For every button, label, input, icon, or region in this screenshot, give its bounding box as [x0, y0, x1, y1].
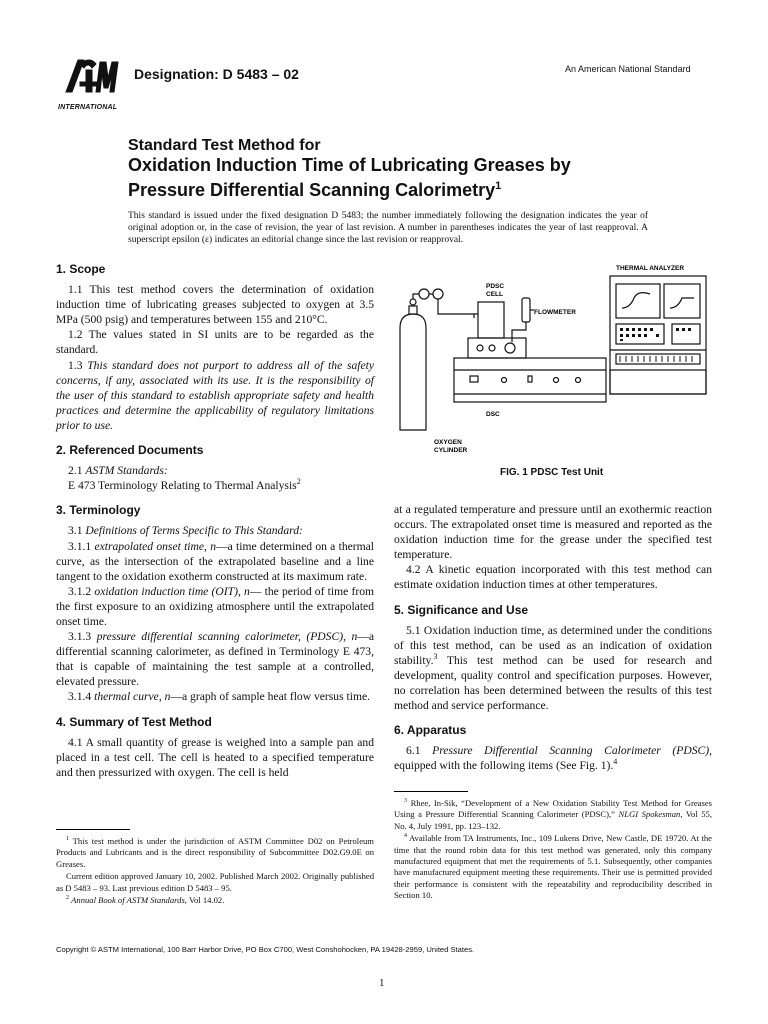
title-line-3 — [128, 176, 648, 201]
designation: Designation: D 5483 – 02 — [134, 66, 299, 82]
left-column — [56, 262, 374, 780]
summary-4-1-continued: at a regulated temperature and pressure until an exothermic reaction occurs. The extrapolated onset time is measured and reported as the oxidation induction time for the grease under the specified test temperature. — [394, 503, 712, 562]
para-number: 1.3 — [68, 358, 88, 372]
footnote-ref-4[interactable]: 4 — [613, 757, 618, 767]
terminology-3-1-4 — [56, 689, 374, 704]
section-scope-heading: 1. Scope — [56, 262, 106, 276]
footnote-4 — [394, 833, 712, 901]
pdsc-cell-icon — [474, 302, 504, 338]
title-line-2: Oxidation Induction Time of Lubricating Greases by — [128, 155, 571, 175]
definitions-label: Definitions of Terms Specific to This Standard: — [85, 524, 303, 538]
footnote-text: Available from TA Instruments, Inc., 109 Lukens Drive, New Castle, DE 19720. At the time that the round robin data for this test method was generated, only this company manufactured equipment that met the requirements of 5.1. Subsequently, other companies have manufactured equipment meeting these requirements. Their use is permitted provided their performance is consistent with the repeatability and reproducibility described in Section 10. — [394, 833, 712, 901]
noun-marker: n — [210, 539, 217, 553]
footnote-2 — [56, 895, 374, 906]
footnote-marker: 3 — [404, 798, 407, 805]
copyright-notice: Copyright © ASTM International, 100 Barr Harbor Drive, PO Box C700, West Conshohocken, PA 19428-2959, United States. — [56, 945, 475, 954]
refdocs-2-1 — [56, 463, 374, 478]
para-number: 3.1.2 — [68, 584, 95, 598]
title-block — [128, 136, 648, 201]
footnotes-right — [394, 798, 712, 903]
section-terminology-heading: 3. Terminology — [56, 503, 141, 518]
scope-1-1: 1.1 This test method covers the determination of oxidation induction time of lubricating greases subjected to oxygen at 3.5 MPa (500 psig) and temperatures between 155 and 210°C. — [56, 283, 374, 327]
definition: —a differential scanning calorimeter, as defined in Terminology E 473, that is capable of maintaining the test sample at a controlled, elevated pressure. — [56, 630, 375, 689]
page-number: 1 — [379, 977, 385, 989]
keypad-dots-icon — [620, 328, 691, 341]
title-line-3-text: Pressure Differential Scanning Calorimetry — [128, 180, 496, 200]
summary-4-1: 4.1 A small quantity of grease is weighed into a sample pan and placed in a test cell. The cell is heated to a specified temperature and then pressurized with oxygen. The cell is held — [56, 735, 374, 779]
pdsc-controller-icon — [468, 338, 526, 358]
terminology-3-1-1 — [56, 539, 374, 584]
pdsc-test-unit-figure — [394, 258, 716, 468]
reference-e473: E 473 Terminology Relating to Thermal Analysis — [68, 479, 297, 493]
footnote-text: Rhee, In-Sik, “Development of a New Oxidation Stability Test Method for Greases Using a Pressure Differential Scanning Calorimeter (PDSC),” — [394, 798, 712, 820]
term: oxidation induction time (OIT) — [94, 584, 238, 598]
definition: —a time determined on a thermal curve, as the intersection of the extrapolated baseline and a line tangent to the oxidation exotherm constructed at its maximum rate. — [56, 539, 375, 583]
footnotes-left — [56, 836, 374, 907]
footnote-marker: 1 — [66, 836, 69, 843]
noun-marker: n — [244, 584, 250, 598]
footnote-3 — [394, 798, 712, 832]
term: extrapolated onset time — [94, 539, 205, 553]
footnote-divider-left — [56, 829, 130, 830]
oxygen-label: OXYGEN — [434, 439, 462, 446]
separator: , — [343, 630, 352, 644]
refdocs-e473 — [56, 478, 374, 493]
footnote-ref-2[interactable]: 2 — [296, 477, 301, 487]
para-number: 3.1.4 — [68, 690, 95, 704]
pdsc-label: PDSC — [486, 283, 505, 290]
terminology-3-1-2 — [56, 584, 374, 629]
oxygen-cylinder-icon — [400, 289, 474, 430]
scope-1-3 — [56, 358, 374, 433]
logo-text: INTERNATIONAL — [58, 104, 118, 111]
issuance-note: This standard is issued under the fixed designation D 5483; the number immediately following the designation indicates the year of original adoption or, in the case of revision, the year of last revision. A number in parentheses indicates the year of last reapproval. A superscript epsilon (ε) indicates an editorial change since the last revision or reapproval. — [128, 211, 648, 246]
section-refdocs-heading: 2. Referenced Documents — [56, 443, 204, 458]
summary-4-2: 4.2 A kinetic equation incorporated with this test method can estimate oxidation induction times at other temperatures. — [394, 563, 712, 592]
national-standard-label: An American National Standard — [565, 64, 691, 74]
separator: , — [237, 584, 245, 598]
footnote-text: NLGI Spokesman — [618, 809, 681, 820]
separator: , — [204, 539, 211, 553]
footnote-ref-3[interactable]: 3 — [433, 651, 438, 661]
section-significance-heading: 5. Significance and Use — [394, 602, 529, 617]
title-line-1: Standard Test Method for — [128, 137, 321, 154]
significance-text-a: 5.1 Oxidation induction time, as determined under the conditions of this test method, can be used as an indication of oxidation stability. — [394, 623, 712, 667]
terminology-3-1-3 — [56, 629, 374, 689]
apparatus-6-1 — [394, 743, 712, 773]
footnote-text: This test method is under the jurisdiction of ASTM Committee D02 on Petroleum Products and Lubricants and is the direct responsibility of Subcommittee D02.G9.0E on Greases. — [56, 836, 374, 869]
apparatus-text: , equipped with the following items (See Fig. 1). — [394, 744, 713, 773]
dsc-label: DSC — [486, 411, 500, 418]
footnote-text: , Vol 55, No. 4, July 1991, pp. 123–132. — [394, 809, 712, 831]
cell-label: CELL — [486, 291, 503, 298]
definition: —a graph of sample heat flow versus time. — [170, 690, 371, 704]
para-number: 6.1 — [406, 744, 433, 758]
flowmeter-label: FLOWMETER — [534, 309, 576, 316]
scope-1-2: 1.2 The values stated in SI units are to be regarded as the standard. — [56, 328, 374, 357]
footnote-marker: 2 — [66, 895, 69, 902]
para-number: 2.1 — [68, 464, 86, 478]
flowmeter-icon — [512, 298, 534, 342]
right-column — [394, 502, 712, 774]
section-summary-heading: 4. Summary of Test Method — [56, 714, 212, 729]
para-number: 3.1.3 — [68, 630, 97, 644]
figure-caption: FIG. 1 PDSC Test Unit — [500, 467, 604, 478]
astm-standards-label: ASTM Standards: — [85, 464, 168, 478]
footnote-1 — [56, 836, 374, 870]
term: pressure differential scanning calorimeter, (PDSC) — [96, 630, 344, 644]
para-number: 3.1 — [68, 524, 86, 538]
definition: — the period of time from the first exposure to an oxidizing atmosphere until the extrapolated onset time. — [56, 584, 375, 628]
separator: , — [158, 690, 165, 704]
safety-caveat: This standard does not purport to address all of the safety concerns, if any, associated with its use. It is the responsibility of the user of this standard to establish appropriate safety and health practices and determine the applicability of regulatory limitations prior to use. — [56, 358, 374, 432]
footnote-marker: 4 — [404, 833, 407, 840]
term: Pressure Differential Scanning Calorimeter (PDSC) — [432, 744, 710, 758]
title-footnote-ref[interactable]: 1 — [495, 180, 502, 192]
terminology-3-1 — [56, 523, 374, 538]
noun-marker: n — [164, 690, 171, 704]
cylinder-label: CYLINDER — [434, 447, 468, 454]
footnote-text: , Vol 14.02. — [184, 895, 225, 906]
footnote-text: Annual Book of ASTM Standards — [71, 895, 185, 906]
footnote-1b: Current edition approved January 10, 2002. Published March 2002. Originally published as D 5483 – 93. Last previous edition D 5483 – 95. — [56, 871, 374, 893]
dsc-base-icon — [454, 358, 606, 402]
significance-text-b: This test method can be used for research and development, quality control and specification purposes. However, no correlation has been determined between the results of this test method and service performance. — [394, 653, 712, 713]
para-number: 3.1.1 — [68, 539, 95, 553]
term: thermal curve — [94, 690, 159, 704]
footnote-divider-right — [394, 791, 468, 792]
keyboard-keys-icon — [620, 356, 692, 362]
thermal-analyzer-label: THERMAL ANALYZER — [616, 265, 685, 272]
noun-marker: n — [351, 630, 358, 644]
astm-logo — [56, 52, 122, 116]
section-apparatus-heading: 6. Apparatus — [394, 723, 467, 738]
significance-5-1 — [394, 623, 712, 714]
